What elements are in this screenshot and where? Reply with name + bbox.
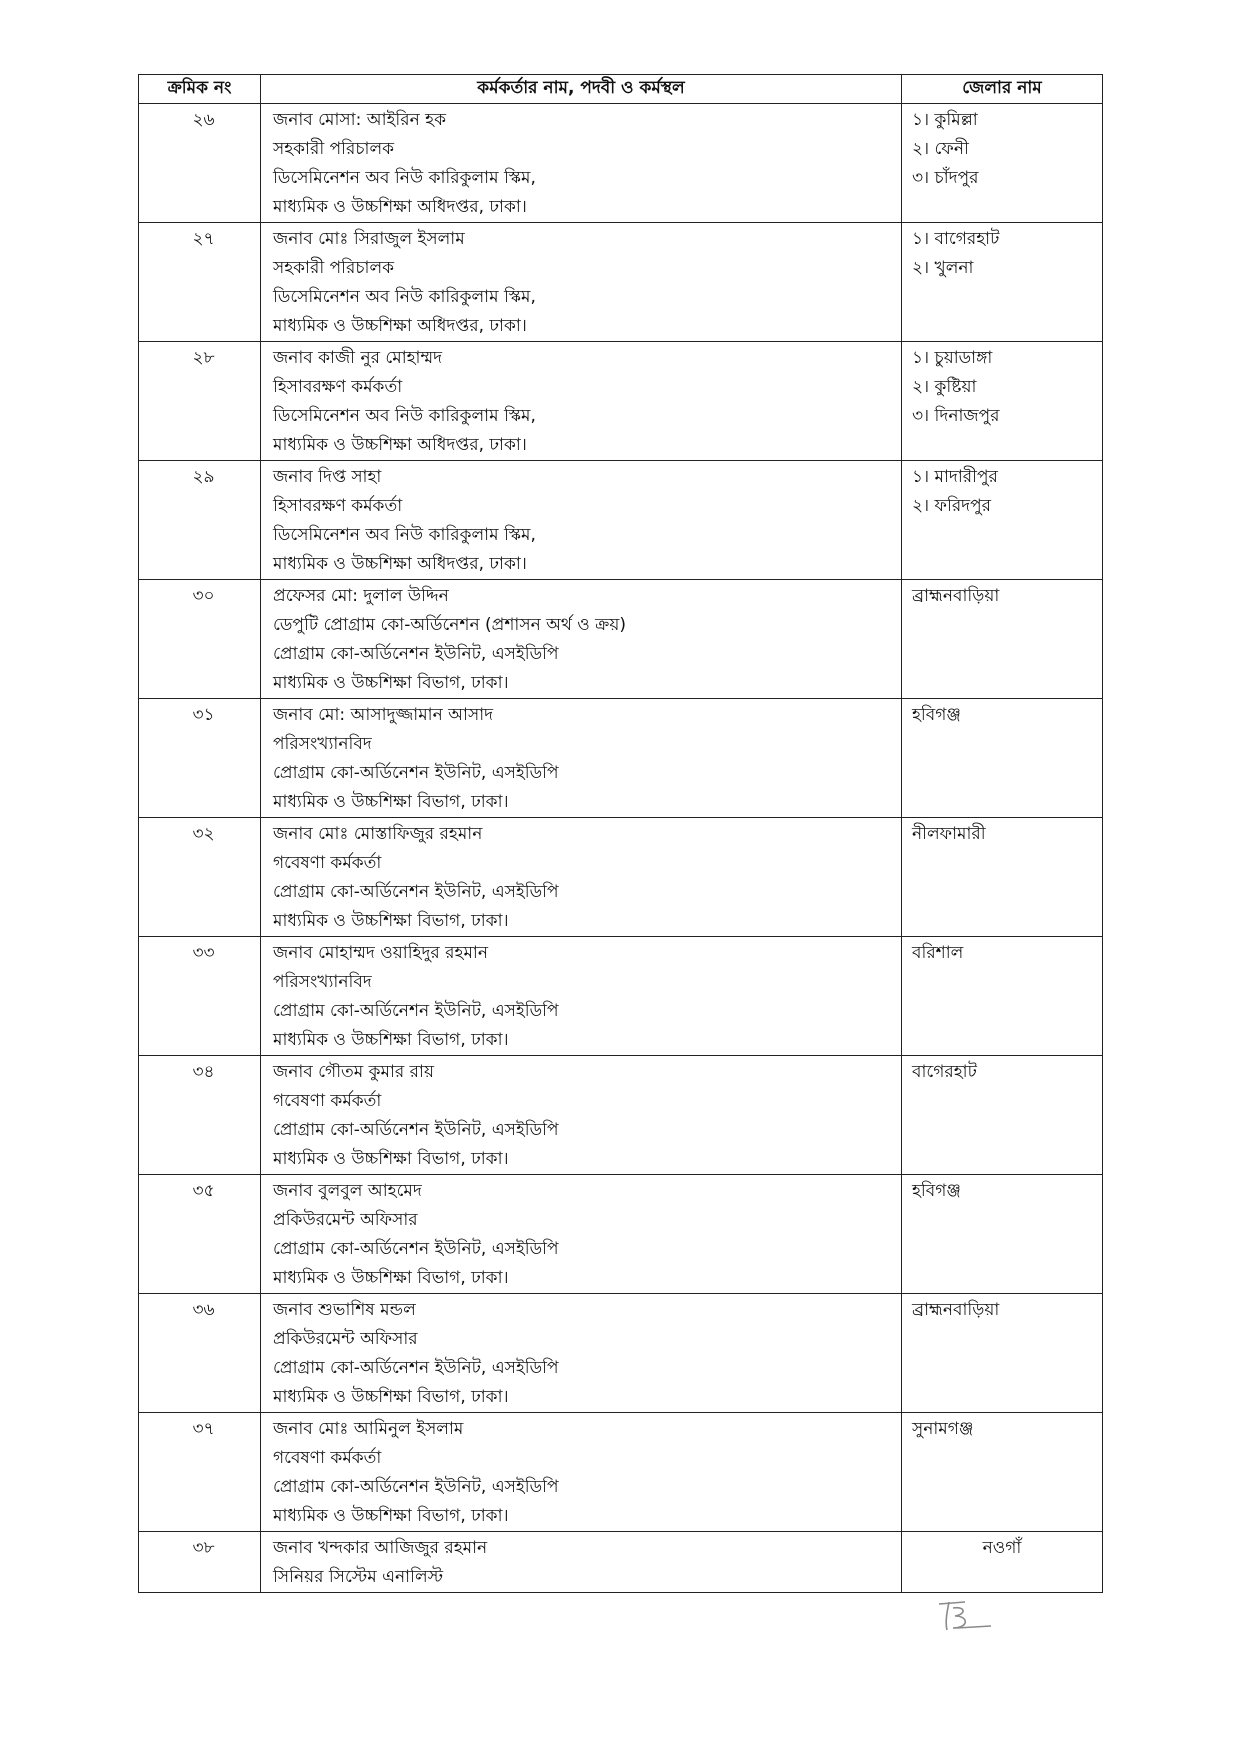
officer-name: জনাব মোসা: আইরিন হক bbox=[273, 110, 446, 130]
district-name: সুনামগঞ্জ bbox=[912, 1419, 974, 1439]
officer-workplace: মাধ্যমিক ও উচ্চশিক্ষা বিভাগ, ঢাকা। bbox=[273, 1506, 509, 1526]
officer-workplace: মাধ্যমিক ও উচ্চশিক্ষা বিভাগ, ঢাকা। bbox=[273, 911, 509, 931]
officer-designation: গবেষণা কর্মকর্তা bbox=[273, 1448, 382, 1468]
serial-number: ৩৭ bbox=[192, 1419, 215, 1439]
district-name: ১। চুয়াডাঙ্গা bbox=[912, 348, 993, 368]
officer-cell bbox=[261, 1175, 902, 1294]
officer-workplace: প্রোগ্রাম কো-অর্ডিনেশন ইউনিট, এসইডিপি bbox=[273, 763, 559, 783]
serial-number: ৩০ bbox=[192, 586, 215, 606]
district-name: হবিগঞ্জ bbox=[912, 1181, 961, 1201]
officer-cell bbox=[261, 1413, 902, 1532]
officer-designation: গবেষণা কর্মকর্তা bbox=[273, 1091, 382, 1111]
serial-number: ৩২ bbox=[192, 824, 215, 844]
officer-designation: ডেপুটি প্রোগ্রাম কো-অর্ডিনেশন (প্রশাসন অর্থ ও ক্রয়) bbox=[273, 615, 627, 635]
serial-cell bbox=[139, 1056, 261, 1175]
table-row bbox=[139, 342, 1103, 461]
officer-cell bbox=[261, 223, 902, 342]
district-name: ২। কুষ্টিয়া bbox=[912, 377, 977, 397]
serial-cell bbox=[139, 223, 261, 342]
officer-workplace: প্রোগ্রাম কো-অর্ডিনেশন ইউনিট, এসইডিপি bbox=[273, 1358, 559, 1378]
officer-workplace: প্রোগ্রাম কো-অর্ডিনেশন ইউনিট, এসইডিপি bbox=[273, 1239, 559, 1259]
table-row bbox=[139, 223, 1103, 342]
officer-cell bbox=[261, 1294, 902, 1413]
officer-designation: সহকারী পরিচালক bbox=[273, 258, 395, 278]
table-row bbox=[139, 1532, 1103, 1593]
officer-workplace: মাধ্যমিক ও উচ্চশিক্ষা বিভাগ, ঢাকা। bbox=[273, 1387, 509, 1407]
district-name: হবিগঞ্জ bbox=[912, 705, 961, 725]
district-column-header: জেলার নাম bbox=[902, 75, 1103, 104]
serial-number: ৩৪ bbox=[192, 1062, 215, 1082]
district-cell bbox=[902, 342, 1103, 461]
district-cell bbox=[902, 1175, 1103, 1294]
officer-designation: পরিসংখ্যানবিদ bbox=[273, 734, 372, 754]
officer-workplace: মাধ্যমিক ও উচ্চশিক্ষা অধিদপ্তর, ঢাকা। bbox=[273, 197, 527, 217]
officer-workplace: মাধ্যমিক ও উচ্চশিক্ষা অধিদপ্তর, ঢাকা। bbox=[273, 554, 527, 574]
serial-number: ৩৩ bbox=[192, 943, 215, 963]
table-row bbox=[139, 1056, 1103, 1175]
district-name: ব্রাহ্মনবাড়িয়া bbox=[912, 586, 1000, 606]
serial-number: ৩৫ bbox=[192, 1181, 215, 1201]
district-cell bbox=[902, 699, 1103, 818]
officer-designation: গবেষণা কর্মকর্তা bbox=[273, 853, 382, 873]
officer-workplace: মাধ্যমিক ও উচ্চশিক্ষা অধিদপ্তর, ঢাকা। bbox=[273, 316, 527, 336]
district-name: ১। বাগেরহাট bbox=[912, 229, 1000, 249]
officer-workplace: প্রোগ্রাম কো-অর্ডিনেশন ইউনিট, এসইডিপি bbox=[273, 1120, 559, 1140]
district-cell bbox=[902, 104, 1103, 223]
district-cell bbox=[902, 1532, 1103, 1593]
officer-name: জনাব গৌতম কুমার রায় bbox=[273, 1062, 434, 1082]
table-row bbox=[139, 104, 1103, 223]
serial-cell bbox=[139, 1294, 261, 1413]
officer-designation: সহকারী পরিচালক bbox=[273, 139, 395, 159]
officer-workplace: ডিসেমিনেশন অব নিউ কারিকুলাম স্কিম, bbox=[273, 168, 536, 188]
officer-designation: প্রকিউরমেন্ট অফিসার bbox=[273, 1210, 418, 1230]
serial-cell bbox=[139, 461, 261, 580]
serial-cell bbox=[139, 699, 261, 818]
officer-name: জনাব বুলবুল আহমেদ bbox=[273, 1181, 422, 1201]
officer-cell bbox=[261, 937, 902, 1056]
table-row bbox=[139, 937, 1103, 1056]
officer-designation: সিনিয়র সিস্টেম এনালিস্ট bbox=[273, 1567, 444, 1587]
serial-column-header: ক্রমিক নং bbox=[139, 75, 261, 104]
district-cell bbox=[902, 580, 1103, 699]
officer-cell bbox=[261, 1532, 902, 1593]
serial-cell bbox=[139, 1532, 261, 1593]
officer-workplace: মাধ্যমিক ও উচ্চশিক্ষা বিভাগ, ঢাকা। bbox=[273, 792, 509, 812]
district-name: ১। মাদারীপুর bbox=[912, 467, 998, 487]
officer-name: জনাব কাজী নুর মোহাম্মদ bbox=[273, 348, 443, 368]
officer-name: জনাব দিপ্ত সাহা bbox=[273, 467, 382, 487]
officer-column-header: কর্মকর্তার নাম, পদবী ও কর্মস্থল bbox=[261, 75, 902, 104]
officer-name: জনাব মোহাম্মদ ওয়াহিদুর রহমান bbox=[273, 943, 488, 963]
district-cell bbox=[902, 223, 1103, 342]
district-cell bbox=[902, 818, 1103, 937]
serial-cell bbox=[139, 937, 261, 1056]
officer-name: জনাব মোঃ মোস্তাফিজুর রহমান bbox=[273, 824, 483, 844]
district-name: ব্রাহ্মনবাড়িয়া bbox=[912, 1300, 1000, 1320]
district-name: ২। ফরিদপুর bbox=[912, 496, 991, 516]
district-name: ৩। দিনাজপুর bbox=[912, 406, 1000, 426]
officer-cell bbox=[261, 342, 902, 461]
district-cell bbox=[902, 937, 1103, 1056]
officer-cell bbox=[261, 461, 902, 580]
officer-designation: হিসাবরক্ষণ কর্মকর্তা bbox=[273, 377, 403, 397]
officer-cell bbox=[261, 104, 902, 223]
officer-district-table bbox=[138, 74, 1103, 1593]
officer-cell bbox=[261, 818, 902, 937]
table-body bbox=[139, 104, 1103, 1593]
officer-workplace: মাধ্যমিক ও উচ্চশিক্ষা অধিদপ্তর, ঢাকা। bbox=[273, 435, 527, 455]
district-name: ২। খুলনা bbox=[912, 258, 974, 278]
officer-workplace: প্রোগ্রাম কো-অর্ডিনেশন ইউনিট, এসইডিপি bbox=[273, 644, 559, 664]
officer-designation: হিসাবরক্ষণ কর্মকর্তা bbox=[273, 496, 403, 516]
district-name: ২। ফেনী bbox=[912, 139, 969, 159]
officer-cell bbox=[261, 580, 902, 699]
serial-number: ৩৬ bbox=[192, 1300, 215, 1320]
officer-workplace: মাধ্যমিক ও উচ্চশিক্ষা বিভাগ, ঢাকা। bbox=[273, 673, 509, 693]
officer-name: জনাব শুভাশিষ মন্ডল bbox=[273, 1300, 416, 1320]
table-header-row bbox=[139, 75, 1103, 104]
officer-name: জনাব মো: আসাদুজ্জামান আসাদ bbox=[273, 705, 494, 725]
officer-cell bbox=[261, 699, 902, 818]
serial-number: ৩৮ bbox=[192, 1538, 215, 1558]
officer-workplace: মাধ্যমিক ও উচ্চশিক্ষা বিভাগ, ঢাকা। bbox=[273, 1030, 509, 1050]
officer-workplace: প্রোগ্রাম কো-অর্ডিনেশন ইউনিট, এসইডিপি bbox=[273, 1477, 559, 1497]
officer-workplace: ডিসেমিনেশন অব নিউ কারিকুলাম স্কিম, bbox=[273, 287, 536, 307]
officer-workplace: ডিসেমিনেশন অব নিউ কারিকুলাম স্কিম, bbox=[273, 525, 536, 545]
serial-cell bbox=[139, 342, 261, 461]
district-cell bbox=[902, 1413, 1103, 1532]
officer-workplace: প্রোগ্রাম কো-অর্ডিনেশন ইউনিট, এসইডিপি bbox=[273, 1001, 559, 1021]
district-name: ১। কুমিল্লা bbox=[912, 110, 978, 130]
signature-mark bbox=[935, 1598, 995, 1634]
table-row bbox=[139, 1294, 1103, 1413]
table-row bbox=[139, 580, 1103, 699]
officer-workplace: মাধ্যমিক ও উচ্চশিক্ষা বিভাগ, ঢাকা। bbox=[273, 1268, 509, 1288]
serial-number: ২৬ bbox=[192, 110, 215, 130]
table-row bbox=[139, 461, 1103, 580]
district-cell bbox=[902, 1294, 1103, 1413]
officer-designation: প্রকিউরমেন্ট অফিসার bbox=[273, 1329, 418, 1349]
district-cell bbox=[902, 461, 1103, 580]
officer-name: প্রফেসর মো: দুলাল উদ্দিন bbox=[273, 586, 449, 606]
officer-name: জনাব খন্দকার আজিজুর রহমান bbox=[273, 1538, 488, 1558]
district-cell bbox=[902, 1056, 1103, 1175]
district-name: নীলফামারী bbox=[912, 824, 986, 844]
table-row bbox=[139, 818, 1103, 937]
serial-number: ২৮ bbox=[192, 348, 215, 368]
serial-number: ২৯ bbox=[192, 467, 215, 487]
serial-cell bbox=[139, 580, 261, 699]
district-name: নওগাঁ bbox=[982, 1538, 1022, 1558]
serial-cell bbox=[139, 818, 261, 937]
serial-cell bbox=[139, 1413, 261, 1532]
district-name: বরিশাল bbox=[912, 943, 964, 963]
serial-cell bbox=[139, 104, 261, 223]
officer-cell bbox=[261, 1056, 902, 1175]
officer-workplace: ডিসেমিনেশন অব নিউ কারিকুলাম স্কিম, bbox=[273, 406, 536, 426]
officer-name: জনাব মোঃ আমিনুল ইসলাম bbox=[273, 1419, 464, 1439]
table-row bbox=[139, 1413, 1103, 1532]
officer-designation: পরিসংখ্যানবিদ bbox=[273, 972, 372, 992]
district-name: ৩। চাঁদপুর bbox=[912, 168, 979, 188]
district-name: বাগেরহাট bbox=[912, 1062, 977, 1082]
table-row bbox=[139, 1175, 1103, 1294]
table-row bbox=[139, 699, 1103, 818]
serial-number: ৩১ bbox=[192, 705, 215, 725]
officer-workplace: প্রোগ্রাম কো-অর্ডিনেশন ইউনিট, এসইডিপি bbox=[273, 882, 559, 902]
officer-name: জনাব মোঃ সিরাজুল ইসলাম bbox=[273, 229, 465, 249]
serial-number: ২৭ bbox=[192, 229, 215, 249]
serial-cell bbox=[139, 1175, 261, 1294]
officer-workplace: মাধ্যমিক ও উচ্চশিক্ষা বিভাগ, ঢাকা। bbox=[273, 1149, 509, 1169]
